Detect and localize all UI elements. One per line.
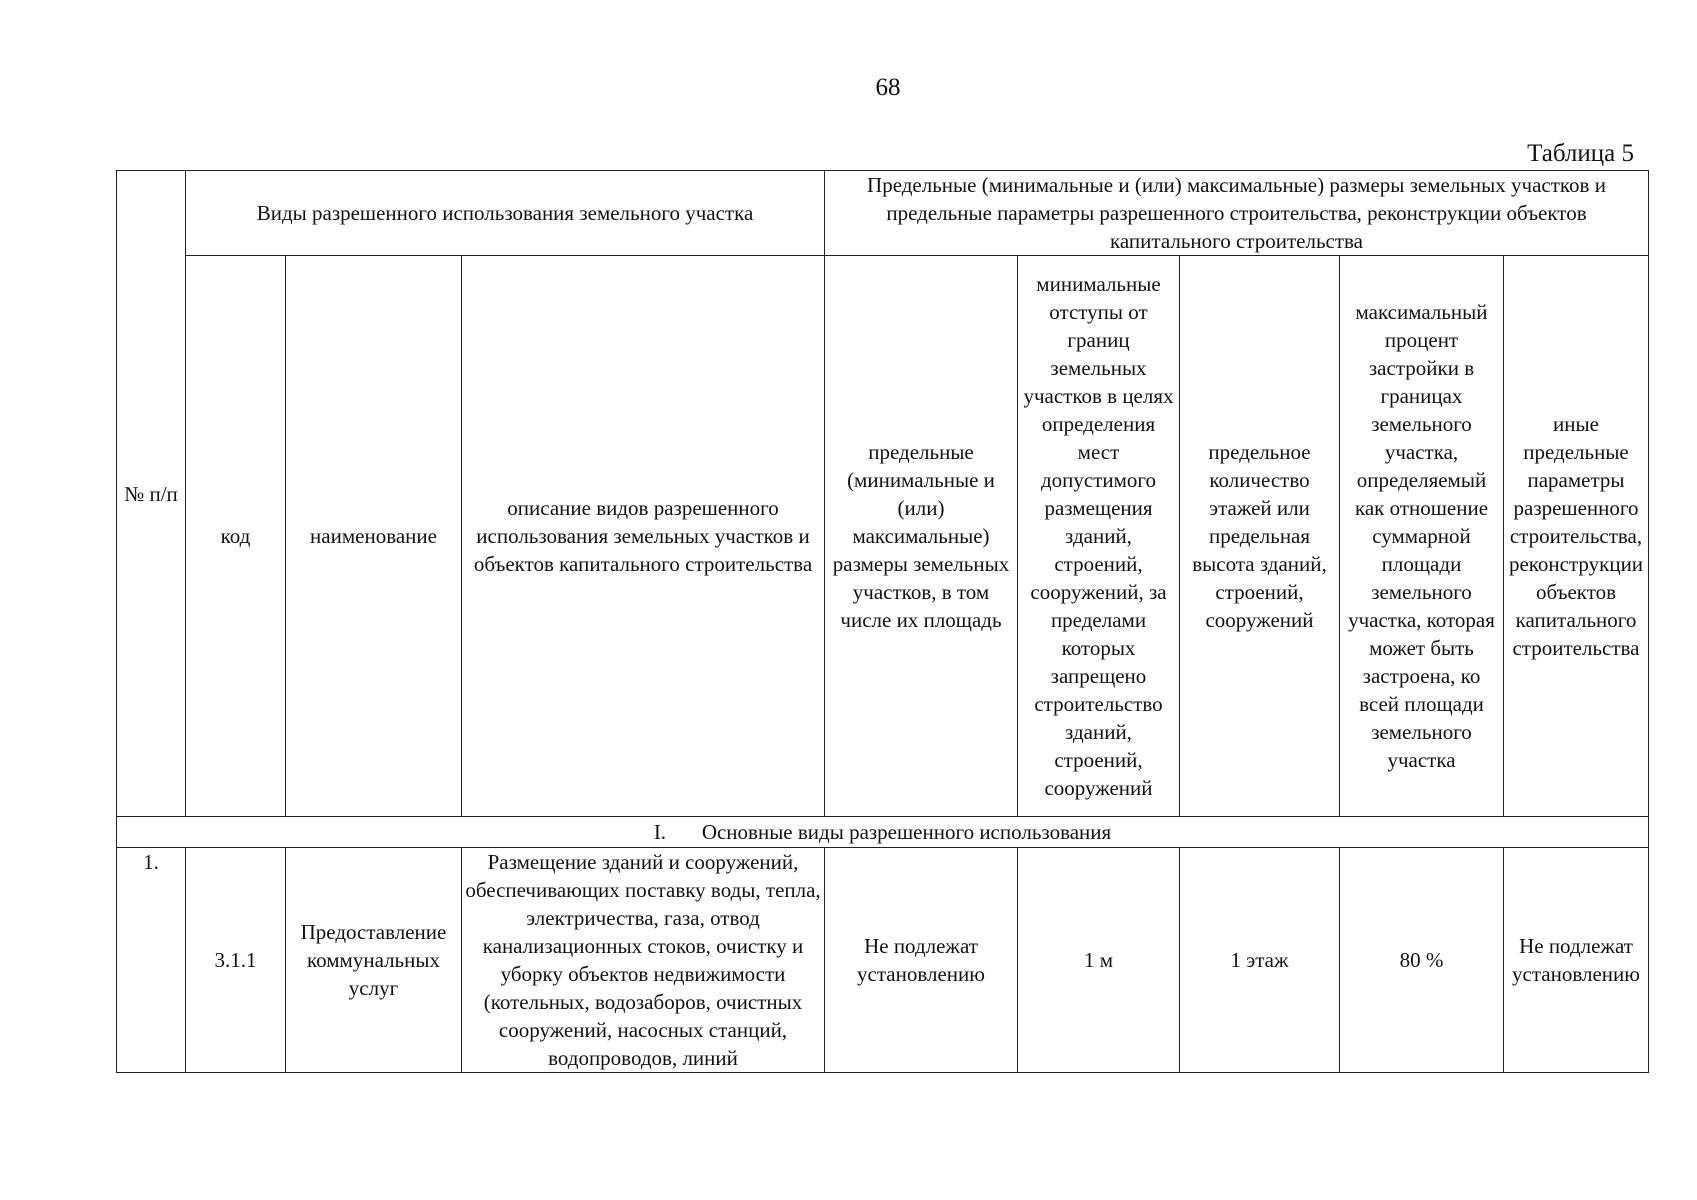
header-group-parameters: Предельные (минимальные и (или) максимальные) размеры земельных участков и предельные параметры разрешенного строительства, реконструкции объектов капитального строительства [825, 171, 1649, 256]
header-other: иные предельные параметры разрешенного строительства, реконструкции объектов капитального строительства [1504, 256, 1649, 817]
header-setbacks: минимальные отступы от границ земельных участков в целях определения мест допустимого размещения зданий, строений, сооружений, за пределами которых запрещено строительство зданий, строений, сооружений [1018, 256, 1180, 817]
row-floors: 1 этаж [1180, 848, 1340, 1073]
header-row-columns [117, 256, 1649, 817]
row-name: Предоставление коммунальных услуг [286, 848, 462, 1073]
table-caption: Таблица 5 [1527, 140, 1634, 167]
header-description: описание видов разрешенного использования земельных участков и объектов капитального строительства [462, 256, 825, 817]
section-roman: I. [653, 820, 667, 844]
row-setbacks: 1 м [1018, 848, 1180, 1073]
header-sizes: предельные (минимальные и (или) максимальные) размеры земельных участков, в том числе их площадь [825, 256, 1018, 817]
row-code: 3.1.1 [186, 848, 286, 1073]
row-description: Размещение зданий и сооружений, обеспечивающих поставку воды, тепла, электричества, газа, отвод канализационных стоков, очистку и уборку объектов недвижимости (котельных, водозаборов, очистных сооружений, насосных станций, водопроводов, линий [462, 848, 825, 1073]
header-num: № п/п [117, 171, 186, 817]
section-heading [117, 817, 1649, 848]
header-name: наименование [286, 256, 462, 817]
header-row-groups [117, 171, 1649, 256]
page-number: 68 [875, 74, 901, 101]
land-use-table [116, 170, 1649, 1073]
header-code: код [186, 256, 286, 817]
section-title: Основные виды разрешенного использования [701, 820, 1112, 844]
table-row [117, 848, 1649, 1073]
header-floors: предельное количество этажей или предельная высота зданий, строений, сооружений [1180, 256, 1340, 817]
row-num: 1. [117, 848, 186, 1073]
section-row [117, 817, 1649, 848]
row-other: Не подлежат установлению [1504, 848, 1649, 1073]
row-coverage: 80 % [1340, 848, 1504, 1073]
row-sizes: Не подлежат установлению [825, 848, 1018, 1073]
header-group-use-types: Виды разрешенного использования земельного участка [186, 171, 825, 256]
header-coverage: максимальный процент застройки в границах земельного участка, определяемый как отношение суммарной площади земельного участка, которая может быть застроена, ко всей площади земельного участка [1340, 256, 1504, 817]
